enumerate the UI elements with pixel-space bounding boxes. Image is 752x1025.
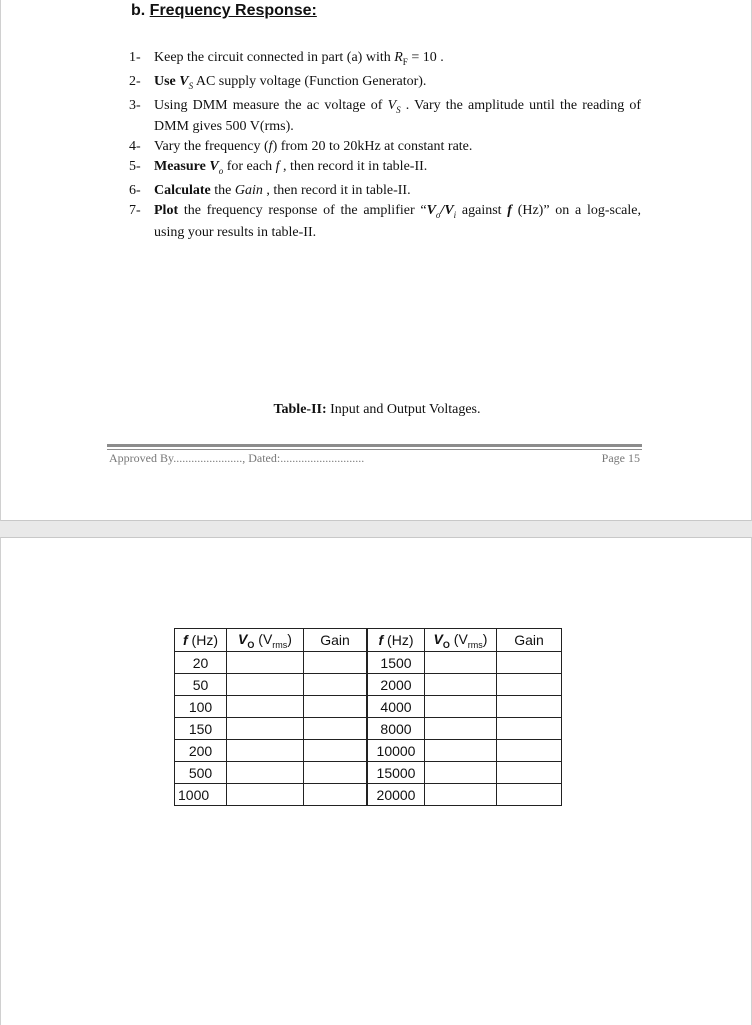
table-row [175, 696, 562, 718]
header-frequency: f (Hz) [175, 629, 227, 652]
table-row [175, 762, 562, 784]
frequency-cell: 100 [175, 696, 227, 718]
output-voltage-cell[interactable] [425, 696, 497, 718]
gain-cell[interactable] [497, 740, 562, 762]
frequency-cell: 1000 [175, 784, 227, 806]
output-voltage-cell[interactable] [425, 784, 497, 806]
step-number: 2- [129, 73, 141, 89]
frequency-cell: 4000 [367, 696, 425, 718]
step-number: 5- [129, 159, 141, 175]
table-row [175, 740, 562, 762]
frequency-cell: 20 [175, 652, 227, 674]
header-output-voltage: $V_O$ $(V_{rms})$ [227, 629, 304, 652]
table-caption-label: Table-II: [273, 402, 327, 417]
section-prefix: b. [131, 2, 146, 19]
frequency-cell: 1500 [367, 652, 425, 674]
table-row [175, 784, 562, 806]
header-output-voltage: $V_O$ $(V_{rms})$ [425, 629, 497, 652]
output-voltage-cell[interactable] [425, 762, 497, 784]
section-heading [131, 2, 317, 20]
section-title: Frequency Response: [149, 2, 317, 19]
header-gain: Gain [497, 629, 562, 652]
output-voltage-cell[interactable] [227, 696, 304, 718]
step-text: Use $V_S$ AC supply voltage (Function Generator). [154, 73, 427, 91]
gain-cell[interactable] [304, 740, 368, 762]
output-voltage-cell[interactable] [227, 762, 304, 784]
table-header-row [175, 629, 562, 652]
procedure-step [129, 182, 641, 200]
gain-cell[interactable] [304, 784, 368, 806]
procedure-steps [129, 49, 641, 244]
table-row [175, 652, 562, 674]
output-voltage-cell[interactable] [227, 652, 304, 674]
gain-cell[interactable] [497, 784, 562, 806]
frequency-cell: 2000 [367, 674, 425, 696]
frequency-cell: 150 [175, 718, 227, 740]
table-row [175, 674, 562, 696]
header-gain: Gain [304, 629, 368, 652]
output-voltage-cell[interactable] [425, 652, 497, 674]
frequency-cell: 200 [175, 740, 227, 762]
step-text: Plot the frequency response of the amplifier “$V_o/V_i$ against f (Hz)” on a log-scale, using your results in table-II. [154, 203, 641, 240]
table-ii [174, 628, 562, 806]
procedure-step [129, 49, 641, 71]
frequency-cell: 50 [175, 674, 227, 696]
procedure-step [129, 138, 641, 156]
gain-cell[interactable] [304, 718, 368, 740]
page-separator [0, 521, 752, 537]
output-voltage-cell[interactable] [227, 674, 304, 696]
output-voltage-cell[interactable] [425, 718, 497, 740]
step-number: 1- [129, 50, 141, 65]
output-voltage-cell[interactable] [227, 784, 304, 806]
table-caption [1, 402, 752, 418]
gain-cell[interactable] [497, 696, 562, 718]
gain-cell[interactable] [497, 762, 562, 784]
step-text: Calculate the Gain , then record it in table-II. [154, 183, 411, 199]
frequency-cell: 10000 [367, 740, 425, 762]
step-text: Keep the circuit connected in part (a) with $R_F = 10$ . [154, 50, 444, 67]
table-row [175, 718, 562, 740]
procedure-step [129, 202, 641, 242]
gain-cell[interactable] [304, 674, 368, 696]
frequency-cell: 8000 [367, 718, 425, 740]
procedure-step [129, 73, 641, 95]
gain-cell[interactable] [497, 674, 562, 696]
output-voltage-cell[interactable] [227, 718, 304, 740]
step-number: 6- [129, 183, 141, 199]
footer-approved: Approved By......................., Dated:............................ [109, 451, 365, 465]
step-number: 4- [129, 139, 141, 155]
step-number: 3- [129, 97, 141, 113]
gain-cell[interactable] [497, 718, 562, 740]
step-text: Measure $V_o$ for each f , then record it in table-II. [154, 159, 428, 177]
table-caption-text: Input and Output Voltages. [326, 402, 481, 417]
frequency-cell: 15000 [367, 762, 425, 784]
output-voltage-cell[interactable] [425, 740, 497, 762]
step-text: Using DMM measure the ac voltage of $V_S$ . Vary the amplitude until the reading of DMM gives 500 V(rms). [154, 97, 642, 135]
gain-cell[interactable] [497, 652, 562, 674]
step-number: 7- [129, 203, 141, 219]
footer-page-number: Page 15 [601, 451, 640, 465]
procedure-step [129, 97, 641, 137]
step-text: Vary the frequency (f) from 20 to 20kHz at constant rate. [154, 139, 473, 155]
gain-cell[interactable] [304, 762, 368, 784]
footer-rule [107, 444, 642, 450]
header-frequency: f (Hz) [367, 629, 425, 652]
gain-cell[interactable] [304, 652, 368, 674]
frequency-cell: 500 [175, 762, 227, 784]
output-voltage-cell[interactable] [425, 674, 497, 696]
gain-cell[interactable] [304, 696, 368, 718]
frequency-cell: 20000 [367, 784, 425, 806]
procedure-step [129, 158, 641, 180]
output-voltage-cell[interactable] [227, 740, 304, 762]
